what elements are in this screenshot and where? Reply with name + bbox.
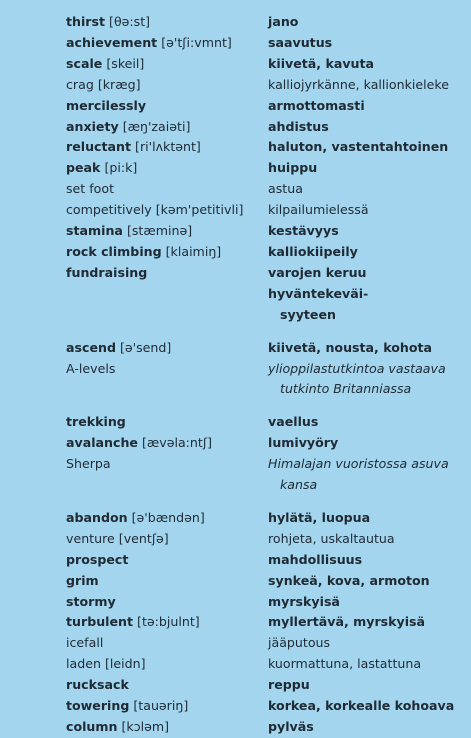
- translation-line: armottomasti: [268, 97, 365, 113]
- pronunciation: [ə'tʃi:vmnt]: [161, 34, 232, 50]
- english-word: column: [66, 719, 118, 734]
- english-word: turbulent: [66, 614, 134, 630]
- english-term: [66, 508, 268, 529]
- translation-line: kiivetä, kavuta: [268, 55, 375, 71]
- english-word: abandon: [66, 509, 128, 525]
- english-term: [66, 359, 268, 380]
- english-term: [66, 179, 268, 200]
- finnish-translation: [268, 633, 468, 654]
- translation-line: hylätä, luopua: [268, 509, 371, 525]
- english-term: [66, 454, 268, 475]
- english-term: [66, 633, 268, 654]
- english-word: scale: [66, 55, 103, 71]
- translation-line: haluton, vastentahtoinen: [268, 139, 449, 155]
- pronunciation: [skeil]: [106, 55, 145, 71]
- pronunciation: [tə:bjulnt]: [137, 614, 200, 630]
- finnish-translation: [268, 454, 468, 496]
- english-word: prospect: [66, 551, 129, 567]
- translation-line: kiivetä, nousta, kohota: [268, 339, 433, 355]
- english-term: [66, 592, 268, 613]
- english-term: [66, 550, 268, 571]
- english-term: [66, 200, 268, 221]
- english-word: rock climbing: [66, 243, 162, 259]
- finnish-translation: [268, 592, 468, 613]
- vocab-row: [0, 696, 471, 717]
- english-term: [66, 12, 268, 33]
- finnish-translation: [268, 117, 468, 138]
- pronunciation: [kɔləm]: [121, 719, 170, 734]
- translation-line: kuormattuna, lastattuna: [268, 656, 422, 672]
- pronunciation: [pi:k]: [104, 160, 138, 176]
- english-word: stormy: [66, 593, 116, 609]
- translation-line: vaellus: [268, 414, 319, 430]
- vocab-row: [0, 433, 471, 454]
- english-term: [66, 221, 268, 242]
- english-term: [66, 717, 268, 738]
- vocab-row: [0, 571, 471, 592]
- english-word: thirst: [66, 14, 106, 29]
- finnish-translation: [268, 696, 468, 717]
- english-term: [66, 33, 268, 54]
- translation-line: kalliojyrkänne, kallionkieleke: [268, 76, 449, 92]
- finnish-translation: [268, 612, 468, 633]
- english-word: towering: [66, 698, 130, 714]
- finnish-translation: [268, 359, 468, 401]
- english-word: grim: [66, 572, 99, 588]
- translation-line: mahdollisuus: [268, 551, 363, 567]
- finnish-translation: [268, 221, 468, 242]
- pronunciation: [æŋ'zaiəti]: [122, 118, 191, 134]
- translation-line: kilpailumielessä: [268, 202, 369, 218]
- translation-line: reppu: [268, 677, 310, 693]
- english-word: ascend: [66, 339, 116, 355]
- finnish-translation: [268, 412, 468, 433]
- english-term: [66, 696, 268, 717]
- english-term: [66, 75, 268, 96]
- english-word: icefall: [66, 635, 104, 651]
- pronunciation: [stæminə]: [126, 223, 193, 239]
- translation-line: astua: [268, 181, 303, 197]
- english-word: anxiety: [66, 118, 119, 134]
- vocab-row: [0, 717, 471, 738]
- finnish-translation: [268, 508, 468, 529]
- english-term: [66, 529, 268, 550]
- vocab-row: [0, 221, 471, 242]
- english-word: trekking: [66, 414, 126, 430]
- translation-continuation: kansa: [280, 477, 318, 493]
- vocab-row: [0, 633, 471, 654]
- translation-line: jano: [268, 14, 299, 29]
- finnish-translation: [268, 571, 468, 592]
- english-term: [66, 54, 268, 75]
- vocab-row: [0, 137, 471, 158]
- pronunciation: [tauəriŋ]: [133, 698, 189, 714]
- finnish-translation: [268, 179, 468, 200]
- finnish-translation: [268, 338, 468, 359]
- translation-line: korkea, korkealle kohoava: [268, 698, 455, 714]
- vocab-row: [0, 96, 471, 117]
- english-term: [66, 117, 268, 138]
- vocab-row: [0, 338, 471, 359]
- vocab-row: [0, 529, 471, 550]
- english-term: [66, 654, 268, 675]
- translation-line: saavutus: [268, 34, 333, 50]
- finnish-translation: [268, 654, 468, 675]
- translation-line: kalliokiipeily: [268, 243, 358, 259]
- vocab-row: [0, 179, 471, 200]
- english-word: venture: [66, 530, 115, 546]
- vocab-row: [0, 242, 471, 263]
- pronunciation: [ventʃə]: [118, 530, 169, 546]
- vocab-row: [0, 12, 471, 33]
- vocab-row: [0, 117, 471, 138]
- vocab-row: [0, 263, 471, 326]
- pronunciation: [kəm'petitivli]: [155, 202, 244, 218]
- vocab-row: [0, 412, 471, 433]
- translation-line: jääputous: [268, 635, 331, 651]
- english-term: [66, 158, 268, 179]
- vocab-row: [0, 158, 471, 179]
- english-word: A-levels: [66, 360, 116, 376]
- finnish-translation: [268, 433, 468, 454]
- finnish-translation: [268, 33, 468, 54]
- translation-line: ahdistus: [268, 118, 329, 134]
- translation-line: pylväs: [268, 719, 314, 734]
- english-word: stamina: [66, 223, 123, 239]
- finnish-translation: [268, 200, 468, 221]
- pronunciation: [ævəla:ntʃ]: [141, 435, 212, 451]
- english-word: mercilessly: [66, 97, 147, 113]
- english-term: [66, 675, 268, 696]
- english-word: fundraising: [66, 264, 148, 280]
- finnish-translation: [268, 75, 468, 96]
- english-word: rucksack: [66, 677, 129, 693]
- finnish-translation: [268, 12, 468, 33]
- finnish-translation: [268, 529, 468, 550]
- vocab-row: [0, 508, 471, 529]
- english-term: [66, 412, 268, 433]
- finnish-translation: [268, 717, 468, 738]
- pronunciation: [kræg]: [97, 76, 141, 92]
- translation-line: myllertävä, myrskyisä: [268, 614, 426, 630]
- pronunciation: [klaimiŋ]: [165, 243, 222, 259]
- finnish-translation: [268, 675, 468, 696]
- pronunciation: [θə:st]: [109, 14, 151, 29]
- pronunciation: [ri'lʌktənt]: [135, 139, 201, 155]
- english-word: reluctant: [66, 139, 132, 155]
- english-term: [66, 612, 268, 633]
- vocab-row: [0, 75, 471, 96]
- vocab-row: [0, 612, 471, 633]
- vocab-row: [0, 200, 471, 221]
- translation-line: synkeä, kova, armoton: [268, 572, 430, 588]
- finnish-translation: [268, 550, 468, 571]
- translation-line: rohjeta, uskaltautua: [268, 530, 395, 546]
- translation-line: kestävyys: [268, 223, 339, 239]
- vocab-row: [0, 359, 471, 401]
- translation-line: Himalajan vuoristossa asuva: [268, 456, 449, 472]
- translation-line: huippu: [268, 160, 318, 176]
- vocab-row: [0, 33, 471, 54]
- english-word: set foot: [66, 181, 115, 197]
- english-term: [66, 433, 268, 454]
- english-word: Sherpa: [66, 456, 111, 472]
- translation-line: lumivyöry: [268, 435, 339, 451]
- english-word: crag: [66, 76, 94, 92]
- finnish-translation: [268, 96, 468, 117]
- pronunciation: [ə'bændən]: [131, 509, 205, 525]
- translation-continuation: syyteen: [280, 306, 336, 322]
- translation-line: ylioppilastutkintoa vastaava: [268, 360, 446, 376]
- finnish-translation: [268, 137, 468, 158]
- english-word: laden: [66, 656, 101, 672]
- translation-continuation: tutkinto Britanniassa: [280, 381, 412, 397]
- english-term: [66, 137, 268, 158]
- translation-line: varojen keruu hyväntekeväi-: [268, 264, 369, 301]
- vocab-row: [0, 654, 471, 675]
- english-term: [66, 96, 268, 117]
- finnish-translation: [268, 54, 468, 75]
- finnish-translation: [268, 263, 468, 326]
- translation-line: myrskyisä: [268, 593, 340, 609]
- finnish-translation: [268, 158, 468, 179]
- english-word: avalanche: [66, 435, 138, 451]
- english-word: achievement: [66, 34, 158, 50]
- vocab-row: [0, 454, 471, 496]
- vocab-row: [0, 592, 471, 613]
- pronunciation: [ə'send]: [120, 339, 172, 355]
- english-term: [66, 263, 268, 284]
- pronunciation: [leidn]: [104, 656, 146, 672]
- vocab-row: [0, 675, 471, 696]
- english-term: [66, 338, 268, 359]
- english-word: peak: [66, 160, 101, 176]
- finnish-translation: [268, 242, 468, 263]
- vocab-row: [0, 550, 471, 571]
- vocab-row: [0, 54, 471, 75]
- english-term: [66, 242, 268, 263]
- english-term: [66, 571, 268, 592]
- english-word: competitively: [66, 202, 152, 218]
